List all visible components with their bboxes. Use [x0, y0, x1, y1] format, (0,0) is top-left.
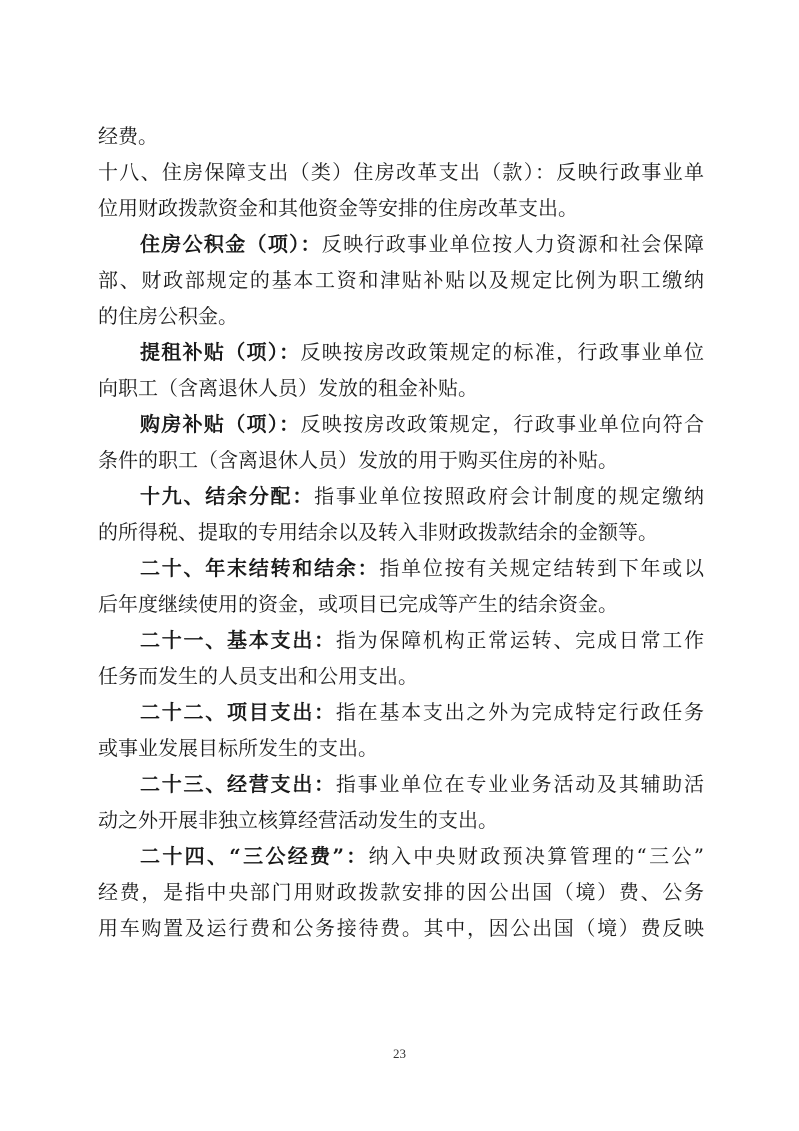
text-line	[98, 874, 704, 910]
line-text: 指事业单位在专业业务活动及其辅助活	[335, 772, 704, 796]
line-text: 或事业发展目标所发生的支出。	[98, 736, 378, 760]
text-line	[98, 334, 704, 370]
text-line	[98, 730, 704, 766]
text-line	[98, 370, 704, 406]
page-number: 23	[393, 1046, 406, 1061]
text-line	[98, 118, 704, 154]
line-text: 动之外开展非独立核算经营活动发生的支出。	[98, 808, 498, 832]
line-text: 指事业单位按照政府会计制度的规定缴纳	[314, 484, 704, 508]
text-line	[98, 226, 704, 262]
term-heading: 住房公积金（项）：	[140, 232, 322, 256]
line-text: 的住房公积金。	[98, 304, 238, 328]
text-line	[98, 622, 704, 658]
line-text: 经费，是指中央部门用财政拨款安排的因公出国（境）费、公务	[98, 880, 704, 904]
text-line	[98, 190, 704, 226]
term-heading: 二十一、基本支出：	[140, 628, 336, 652]
line-text: 十八、住房保障支出（类）住房改革支出（款）：反映行政事业单	[98, 160, 704, 184]
text-line	[98, 478, 704, 514]
line-text: 向职工（含离退休人员）发放的租金补贴。	[98, 376, 478, 400]
text-line	[98, 550, 704, 586]
term-heading: 十九、结余分配：	[140, 484, 315, 508]
line-text: 任务而发生的人员支出和公用支出。	[98, 664, 418, 688]
term-heading: 二十四、“三公经费”：	[140, 844, 369, 868]
text-line	[98, 802, 704, 838]
text-line	[98, 766, 704, 802]
text-line	[98, 658, 704, 694]
line-text: 后年度继续使用的资金，或项目已完成等产生的结余资金。	[98, 592, 618, 616]
line-text: 反映行政事业单位按人力资源和社会保障	[321, 232, 704, 256]
text-line	[98, 442, 704, 478]
line-text: 部、财政部规定的基本工资和津贴补贴以及规定比例为职工缴纳	[98, 268, 704, 292]
text-line	[98, 694, 704, 730]
term-heading: 二十、年末结转和结余：	[140, 556, 380, 580]
line-text: 用车购置及运行费和公务接待费。其中，因公出国（境）费反映	[98, 916, 704, 940]
body-text	[98, 118, 704, 946]
term-heading: 提租补贴（项）：	[140, 340, 301, 364]
text-line	[98, 406, 704, 442]
text-line	[98, 262, 704, 298]
line-text: 指在基本支出之外为完成特定行政任务	[335, 700, 704, 724]
text-line	[98, 154, 704, 190]
term-heading: 二十二、项目支出：	[140, 700, 336, 724]
line-text: 反映按房改政策规定，行政事业单位向符合	[300, 412, 704, 436]
line-text: 的所得税、提取的专用结余以及转入非财政拨款结余的金额等。	[98, 520, 658, 544]
line-text: 纳入中央财政预决算管理的“三公”	[368, 844, 704, 868]
term-heading: 购房补贴（项）：	[140, 412, 301, 436]
text-line	[98, 838, 704, 874]
line-text: 指单位按有关规定结转到下年或以	[379, 556, 704, 580]
line-text: 指为保障机构正常运转、完成日常工作	[335, 628, 704, 652]
line-text: 条件的职工（含离退休人员）发放的用于购买住房的补贴。	[98, 448, 618, 472]
text-line	[98, 910, 704, 946]
text-line	[98, 586, 704, 622]
text-line	[98, 298, 704, 334]
term-heading: 二十三、经营支出：	[140, 772, 336, 796]
text-line	[98, 514, 704, 550]
line-text: 位用财政拨款资金和其他资金等安排的住房改革支出。	[98, 196, 578, 220]
line-text: 经费。	[98, 124, 158, 148]
line-text: 反映按房改政策规定的标准，行政事业单位	[300, 340, 704, 364]
